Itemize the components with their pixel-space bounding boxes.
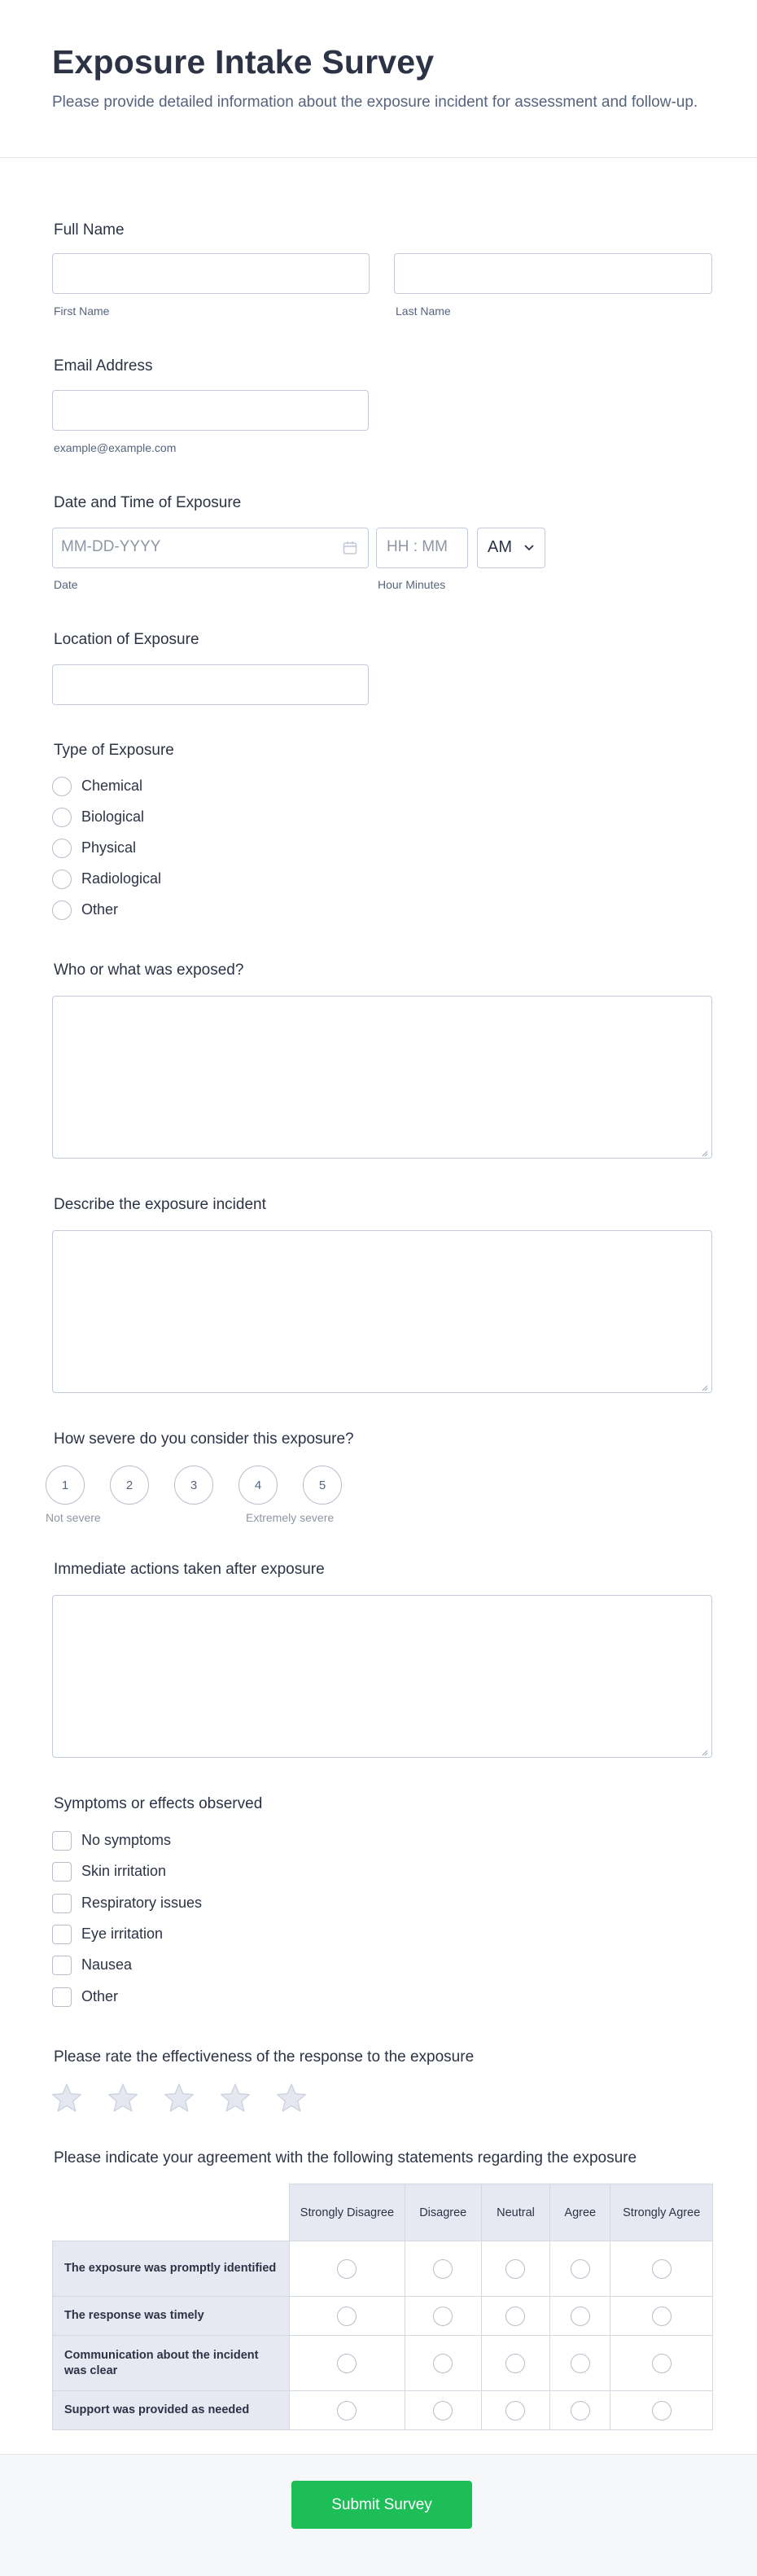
matrix-radio[interactable]	[571, 2259, 590, 2279]
matrix-col-neutral: Neutral	[481, 2184, 549, 2241]
matrix-radio[interactable]	[571, 2401, 590, 2420]
date-placeholder: MM-DD-YYYY	[61, 538, 161, 555]
severity-option-1[interactable]: 1	[46, 1465, 85, 1505]
matrix-cell	[550, 2391, 610, 2430]
matrix-row	[53, 2297, 713, 2336]
agreement-matrix	[52, 2184, 713, 2430]
email-sublabel: example@example.com	[54, 441, 177, 454]
severity-option-4[interactable]: 4	[238, 1465, 278, 1505]
matrix-cell	[550, 2336, 610, 2391]
matrix-cell	[405, 2297, 481, 2336]
time-input[interactable]	[376, 528, 468, 568]
location-input[interactable]	[52, 664, 369, 705]
matrix-radio[interactable]	[337, 2354, 357, 2373]
radio-radiological[interactable]	[52, 870, 72, 889]
matrix-row	[53, 2336, 713, 2391]
matrix-row	[53, 2241, 713, 2297]
resize-handle-icon[interactable]	[700, 1746, 708, 1754]
chevron-down-icon	[523, 542, 535, 558]
matrix-cell	[290, 2297, 405, 2336]
matrix-cell	[405, 2336, 481, 2391]
full-name-label: Full Name	[54, 221, 125, 239]
severity-min-label: Not severe	[46, 1511, 101, 1524]
matrix-radio[interactable]	[337, 2259, 357, 2279]
form-title: Exposure Intake Survey	[52, 43, 435, 81]
matrix-radio[interactable]	[571, 2307, 590, 2326]
matrix-cell	[481, 2297, 549, 2336]
matrix-col-strongly-disagree: Strongly Disagree	[290, 2184, 405, 2241]
matrix-radio[interactable]	[433, 2307, 453, 2326]
rating-label: Please rate the effectiveness of the response to the exposure	[54, 2048, 475, 2066]
time-sublabel: Hour Minutes	[378, 578, 446, 591]
email-label: Email Address	[54, 357, 153, 375]
option-other-label: Other	[81, 901, 119, 918]
star-2-icon[interactable]	[107, 2082, 139, 2114]
matrix-cell	[610, 2241, 713, 2297]
matrix-radio[interactable]	[652, 2354, 672, 2373]
calendar-icon[interactable]	[342, 540, 358, 560]
matrix-cell	[481, 2241, 549, 2297]
matrix-cell	[550, 2241, 610, 2297]
checkbox-eye-irritation[interactable]	[52, 1925, 72, 1944]
matrix-radio[interactable]	[652, 2401, 672, 2420]
matrix-radio[interactable]	[652, 2259, 672, 2279]
checkbox-skin-irritation[interactable]	[52, 1862, 72, 1882]
matrix-radio[interactable]	[433, 2354, 453, 2373]
matrix-cell	[481, 2391, 549, 2430]
agreement-label: Please indicate your agreement with the following statements regarding the exposure	[54, 2149, 637, 2166]
severity-option-2[interactable]: 2	[110, 1465, 149, 1505]
who-exposed-textarea[interactable]	[52, 996, 712, 1159]
severity-max-label: Extremely severe	[246, 1511, 335, 1524]
exposure-type-label: Type of Exposure	[54, 742, 174, 759]
matrix-cell	[610, 2297, 713, 2336]
option-physical-label: Physical	[81, 839, 137, 856]
matrix-radio[interactable]	[433, 2401, 453, 2420]
option-respiratory-issues-label: Respiratory issues	[81, 1895, 203, 1911]
form-header	[0, 0, 757, 158]
checkbox-no-symptoms[interactable]	[52, 1831, 72, 1851]
date-sublabel: Date	[54, 578, 78, 591]
form-description: Please provide detailed information about the exposure incident for assessment and follow-up.	[52, 94, 698, 111]
matrix-col-disagree: Disagree	[405, 2184, 481, 2241]
star-1-icon[interactable]	[50, 2082, 83, 2114]
matrix-row-label: Communication about the incident was clear	[53, 2336, 290, 2391]
submit-button[interactable]: Submit Survey	[291, 2481, 472, 2529]
location-label: Location of Exposure	[54, 631, 199, 648]
actions-label: Immediate actions taken after exposure	[54, 1561, 325, 1578]
matrix-radio[interactable]	[505, 2354, 525, 2373]
last-name-input[interactable]	[394, 253, 712, 294]
option-eye-irritation-label: Eye irritation	[81, 1925, 164, 1942]
matrix-col-strongly-agree: Strongly Agree	[610, 2184, 713, 2241]
matrix-cell	[405, 2241, 481, 2297]
date-input[interactable]	[52, 528, 369, 568]
matrix-row	[53, 2391, 713, 2430]
star-3-icon[interactable]	[163, 2082, 195, 2114]
severity-label: How severe do you consider this exposure?	[54, 1430, 354, 1448]
matrix-cell	[610, 2391, 713, 2430]
radio-other[interactable]	[52, 900, 72, 920]
matrix-row-label: The response was timely	[53, 2297, 290, 2336]
matrix-cell	[290, 2336, 405, 2391]
datetime-label: Date and Time of Exposure	[54, 494, 242, 511]
radio-biological[interactable]	[52, 808, 72, 827]
ampm-value: AM	[488, 538, 512, 556]
matrix-radio[interactable]	[571, 2354, 590, 2373]
resize-handle-icon[interactable]	[700, 1146, 708, 1154]
matrix-cell	[290, 2241, 405, 2297]
first-name-input[interactable]	[52, 253, 370, 294]
star-4-icon[interactable]	[219, 2082, 252, 2114]
severity-option-5[interactable]: 5	[303, 1465, 342, 1505]
matrix-radio[interactable]	[505, 2259, 525, 2279]
symptoms-label: Symptoms or effects observed	[54, 1795, 263, 1812]
star-5-icon[interactable]	[275, 2082, 308, 2114]
matrix-cell	[290, 2391, 405, 2430]
severity-option-3[interactable]: 3	[174, 1465, 213, 1505]
checkbox-nausea[interactable]	[52, 1956, 72, 1975]
matrix-col-agree: Agree	[550, 2184, 610, 2241]
last-name-sublabel: Last Name	[396, 304, 451, 318]
option-nausea-label: Nausea	[81, 1956, 133, 1973]
first-name-sublabel: First Name	[54, 304, 110, 318]
matrix-radio[interactable]	[337, 2307, 357, 2326]
option-radiological-label: Radiological	[81, 870, 162, 887]
option-no-symptoms-label: No symptoms	[81, 1832, 172, 1848]
checkbox-respiratory-issues[interactable]	[52, 1894, 72, 1913]
email-input[interactable]	[52, 390, 369, 431]
incident-textarea[interactable]	[52, 1230, 712, 1393]
time-placeholder: HH : MM	[387, 538, 448, 555]
option-other-symptom-label: Other	[81, 1988, 119, 2004]
matrix-radio[interactable]	[337, 2401, 357, 2420]
matrix-cell	[610, 2336, 713, 2391]
incident-label: Describe the exposure incident	[54, 1196, 266, 1213]
option-biological-label: Biological	[81, 808, 145, 825]
who-exposed-label: Who or what was exposed?	[54, 962, 244, 979]
matrix-row-label: The exposure was promptly identified	[53, 2241, 290, 2297]
actions-textarea[interactable]	[52, 1595, 712, 1758]
matrix-cell	[550, 2297, 610, 2336]
radio-physical[interactable]	[52, 839, 72, 858]
radio-chemical[interactable]	[52, 777, 72, 796]
matrix-row-label: Support was provided as needed	[53, 2391, 290, 2430]
resize-handle-icon[interactable]	[700, 1381, 708, 1389]
matrix-radio[interactable]	[505, 2307, 525, 2326]
checkbox-other[interactable]	[52, 1987, 72, 2007]
ampm-select[interactable]	[477, 528, 545, 568]
option-skin-irritation-label: Skin irritation	[81, 1863, 167, 1879]
matrix-radio[interactable]	[433, 2259, 453, 2279]
matrix-corner	[53, 2184, 290, 2241]
matrix-radio[interactable]	[505, 2401, 525, 2420]
matrix-cell	[405, 2391, 481, 2430]
option-chemical-label: Chemical	[81, 778, 143, 794]
matrix-radio[interactable]	[652, 2307, 672, 2326]
matrix-cell	[481, 2336, 549, 2391]
